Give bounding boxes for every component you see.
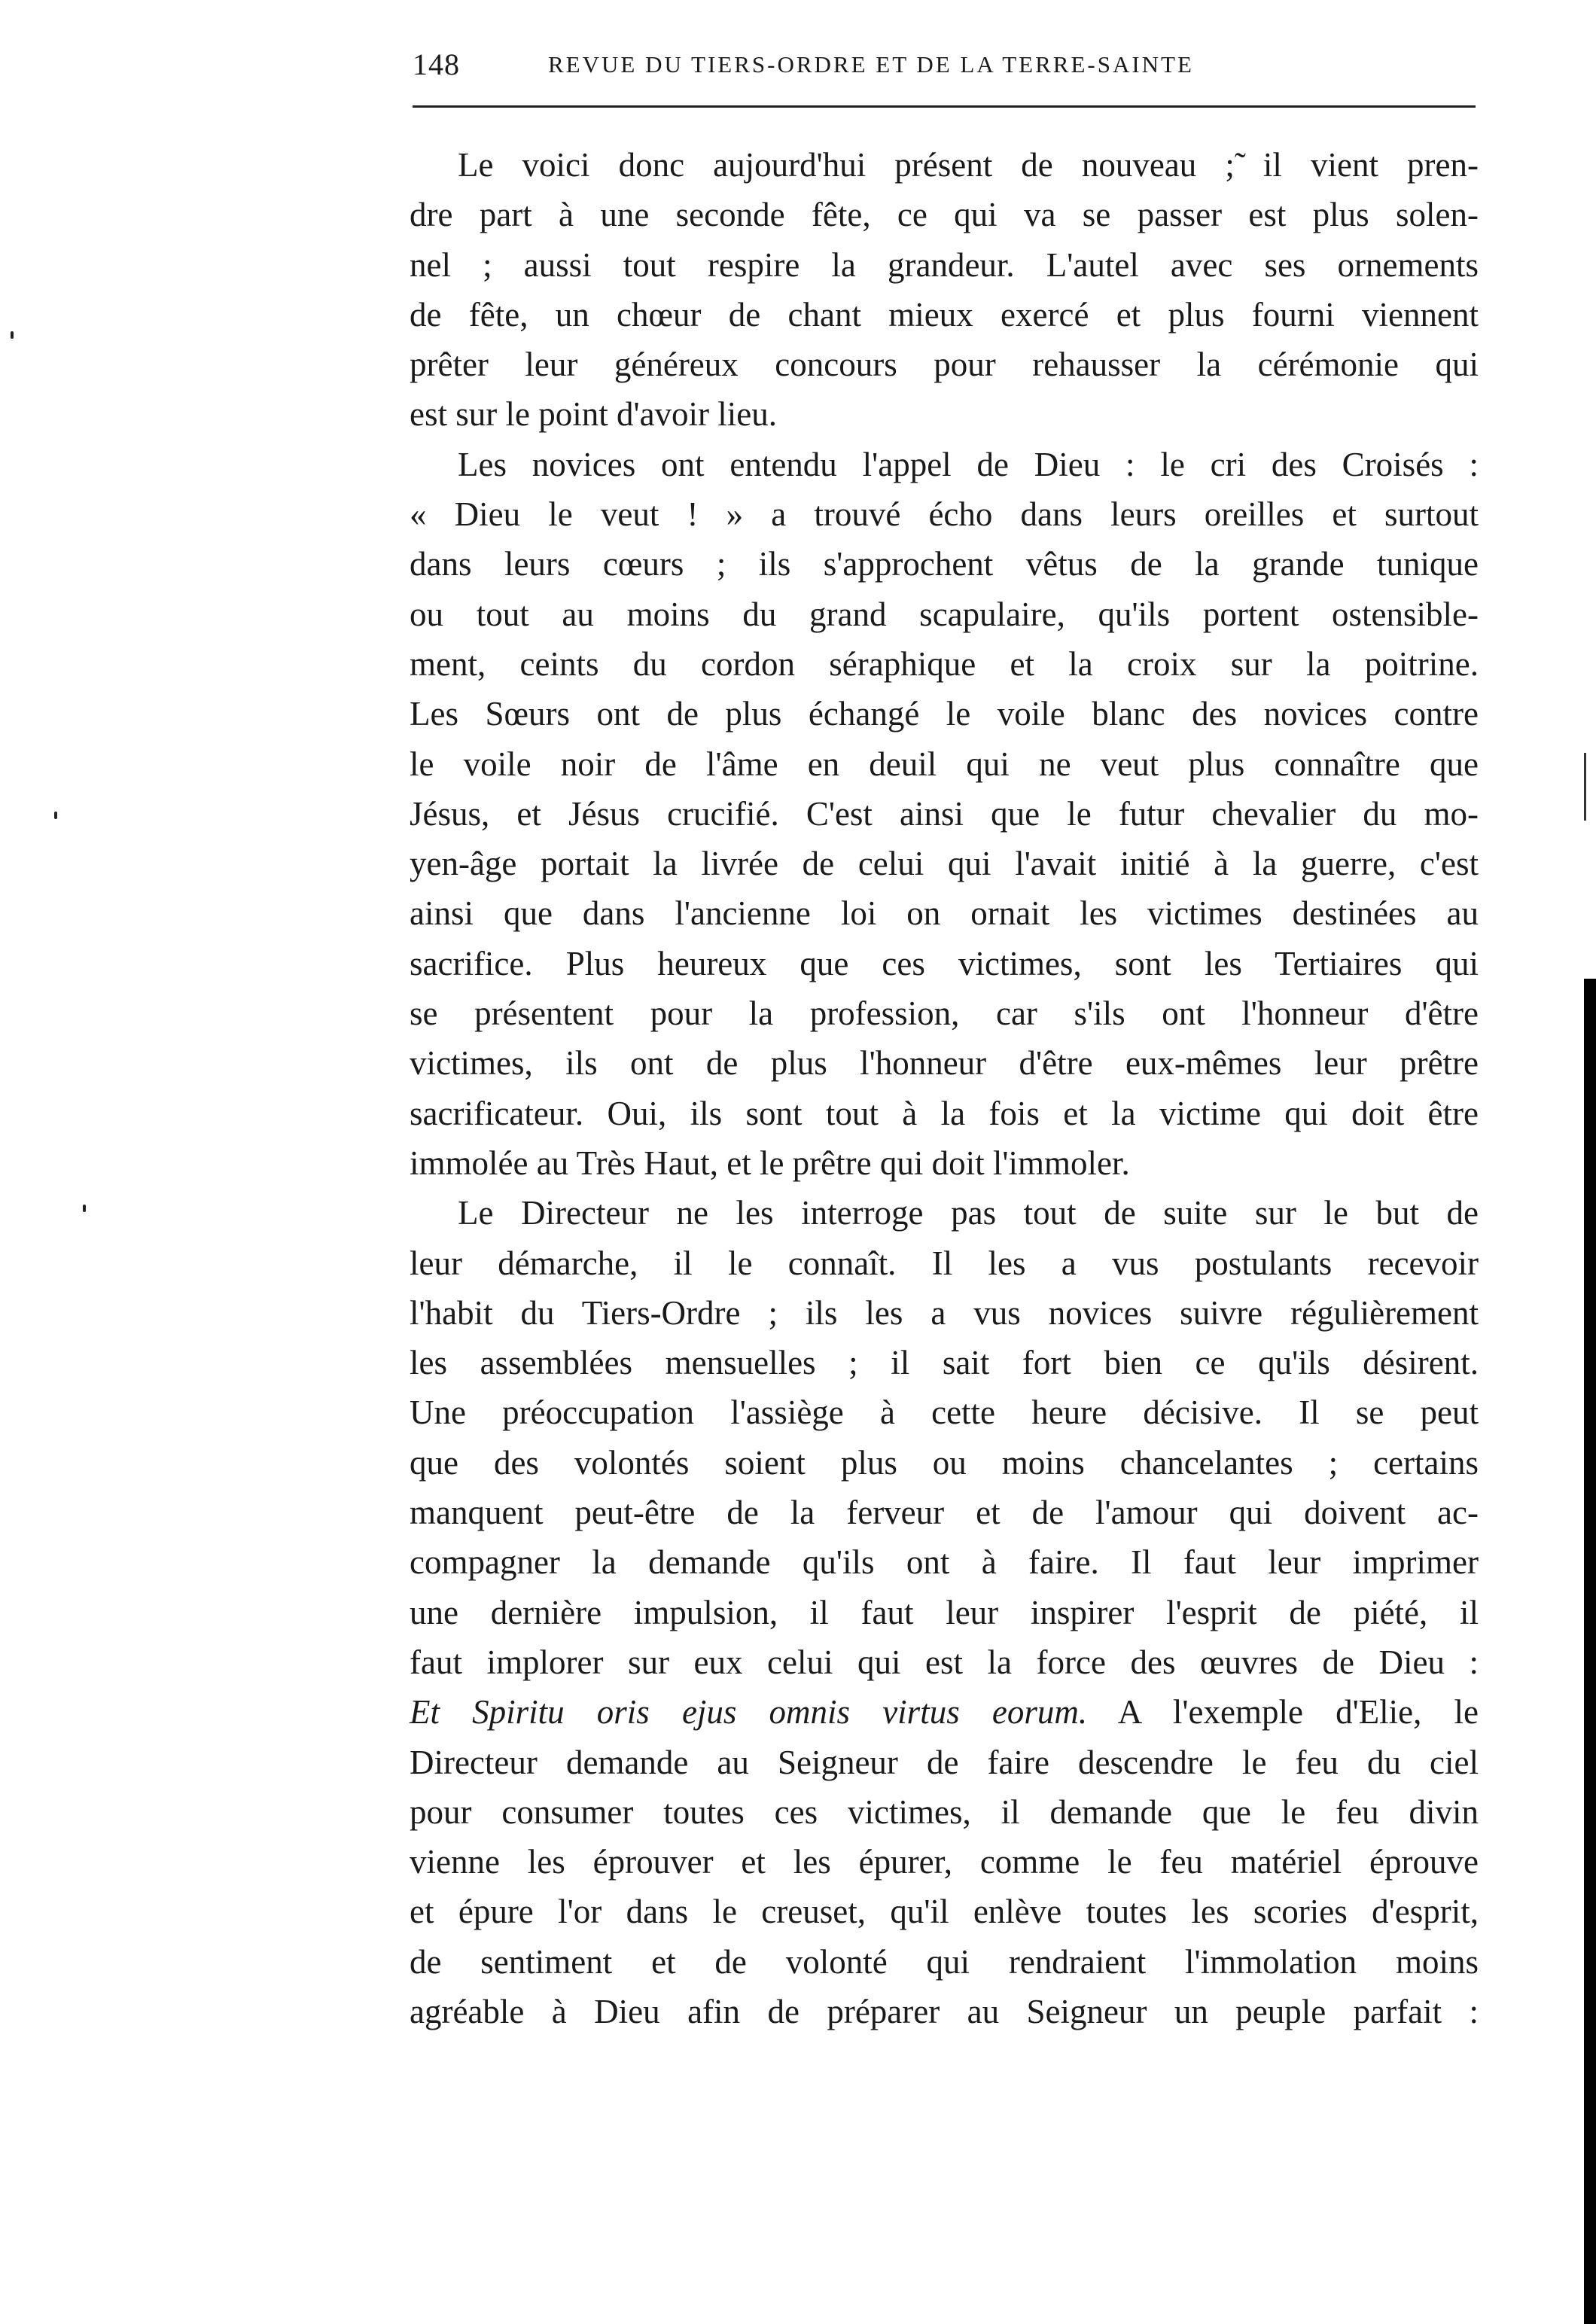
text-line: prêter leur généreux concours pour rehausser la cérémonie qui	[410, 346, 1479, 384]
text-line: le voile noir de l'âme en deuil qui ne veut plus connaître que	[410, 745, 1479, 783]
text-line: Les Sœurs ont de plus échangé le voile blanc des novices contre	[410, 695, 1479, 733]
text-line: une dernière impulsion, il faut leur inspirer l'esprit de piété, il	[410, 1593, 1479, 1631]
text-line: sacrificateur. Oui, ils sont tout à la fois et la victime qui doit être	[410, 1094, 1479, 1132]
page-edge-shadow	[1584, 979, 1596, 2324]
text-line: faut implorer sur eux celui qui est la force des œuvres de Dieu :	[410, 1643, 1479, 1681]
text-line: immolée au Très Haut, et le prêtre qui doit l'immoler.	[410, 1144, 1130, 1182]
paragraph-1	[410, 140, 1479, 440]
text-line: pour consumer toutes ces victimes, il demande que le feu divin	[410, 1792, 1479, 1831]
text-line: agréable à Dieu afin de préparer au Seigneur un peuple parfait :	[410, 1992, 1479, 2030]
latin-quote: Et Spiritu oris ejus omnis virtus eorum.	[410, 1693, 1088, 1732]
text-line: que des volontés soient plus ou moins chancelantes ; certains	[410, 1443, 1479, 1482]
text-line: victimes, ils ont de plus l'honneur d'être eux-mêmes leur prêtre	[410, 1044, 1479, 1083]
text-line: dre part à une seconde fête, ce qui va se passer est plus solen-	[410, 196, 1479, 234]
page-edge-mark	[1584, 753, 1586, 821]
running-title: REVUE DU TIERS-ORDRE ET DE LA TERRE-SAINTE	[548, 51, 1194, 78]
text-line: les assemblées mensuelles ; il sait fort bien ce qu'ils désirent.	[410, 1344, 1479, 1382]
text-line: de fête, un chœur de chant mieux exercé et plus fourni viennent	[410, 295, 1479, 334]
margin-speck	[54, 812, 57, 819]
text-line: dans leurs cœurs ; ils s'approchent vêtus de la grande tunique	[410, 545, 1479, 583]
text-line: est sur le point d'avoir lieu.	[410, 395, 778, 434]
text-line: se présentent pour la profession, car s'ils ont l'honneur d'être	[410, 994, 1479, 1033]
quote-continuation: A l'exemple d'Elie, le	[1087, 1693, 1479, 1732]
text-line: sacrifice. Plus heureux que ces victimes, sont les Tertiaires qui	[410, 944, 1479, 982]
margin-speck	[11, 331, 14, 339]
text-line: et épure l'or dans le creuset, qu'il enlève toutes les scories d'esprit,	[410, 1893, 1479, 1931]
page-header	[413, 47, 1476, 92]
margin-speck	[83, 1205, 86, 1212]
text-line: « Dieu le veut ! » a trouvé écho dans leurs oreilles et surtout	[410, 495, 1479, 534]
text-line: leur démarche, il le connaît. Il les a vus postulants recevoir	[410, 1244, 1479, 1282]
text-line: Les novices ont entendu l'appel de Dieu : le cri des Croisés :	[458, 445, 1479, 483]
body-text	[410, 140, 1479, 2036]
text-line: compagner la demande qu'ils ont à faire. Il faut leur imprimer	[410, 1543, 1479, 1582]
text-line: yen-âge portait la livrée de celui qui l'avait initié à la guerre, c'est	[410, 845, 1479, 883]
text-line: ment, ceints du cordon séraphique et la croix sur la poitrine.	[410, 644, 1479, 683]
header-rule	[413, 105, 1476, 108]
paragraph-3	[410, 1188, 1479, 2036]
text-line: Le voici donc aujourd'hui présent de nouveau ;̃ il vient pren-	[458, 146, 1479, 184]
text-line: ou tout au moins du grand scapulaire, qu'ils portent ostensible-	[410, 595, 1479, 633]
paragraph-2	[410, 440, 1479, 1188]
text-line: Jésus, et Jésus crucifié. C'est ainsi que le futur chevalier du mo-	[410, 794, 1479, 833]
text-line: l'habit du Tiers-Ordre ; ils les a vus novices suivre régulièrement	[410, 1293, 1479, 1332]
text-line: Directeur demande au Seigneur de faire descendre le feu du ciel	[410, 1743, 1479, 1781]
text-line: Une préoccupation l'assiège à cette heure décisive. Il se peut	[410, 1393, 1479, 1432]
text-line: vienne les éprouver et les épurer, comme le feu matériel éprouve	[410, 1843, 1479, 1881]
text-line-with-quote	[410, 1687, 1479, 1737]
page-number: 148	[413, 47, 460, 81]
text-line: Le Directeur ne les interroge pas tout de suite sur le but de	[458, 1194, 1479, 1232]
text-line: nel ; aussi tout respire la grandeur. L'autel avec ses ornements	[410, 245, 1479, 284]
text-line: ainsi que dans l'ancienne loi on ornait les victimes destinées au	[410, 894, 1479, 933]
text-line: manquent peut-être de la ferveur et de l'amour qui doivent ac-	[410, 1494, 1479, 1532]
text-line: de sentiment et de volonté qui rendraient l'immolation moins	[410, 1942, 1479, 1981]
